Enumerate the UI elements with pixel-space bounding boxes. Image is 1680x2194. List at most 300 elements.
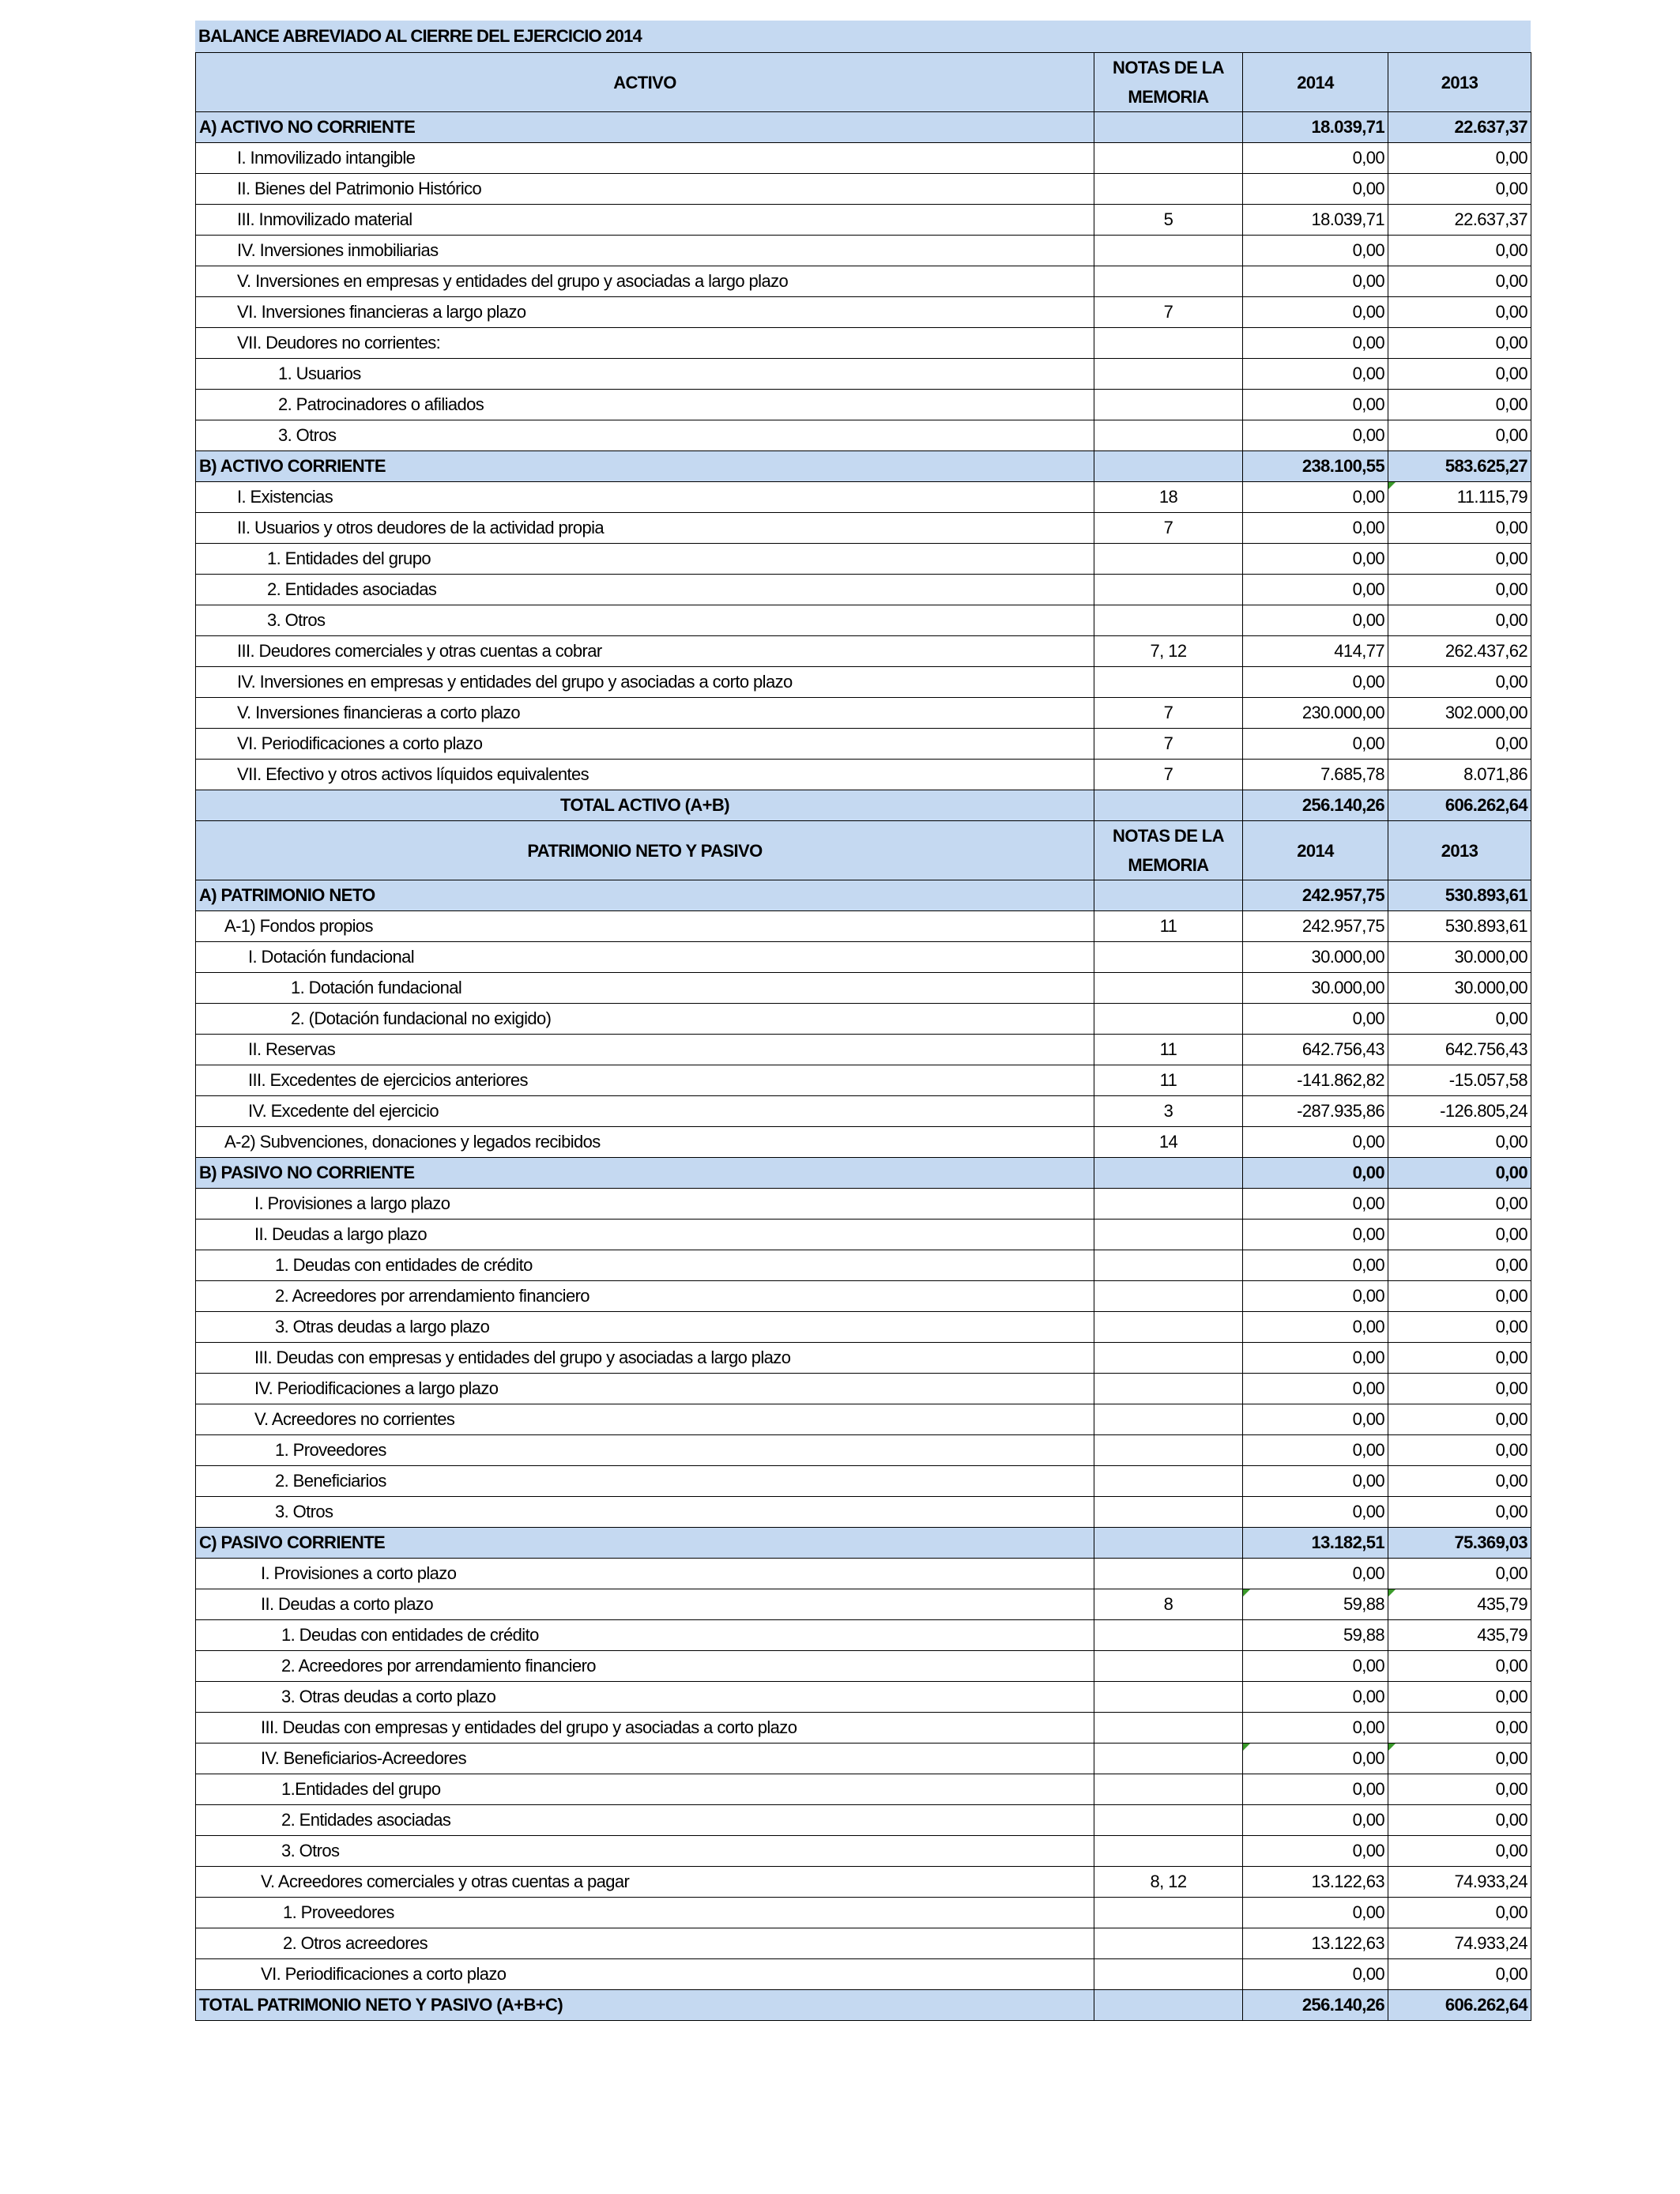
activo-row-label: III. Deudores comerciales y otras cuentas a cobrar	[196, 636, 1094, 667]
pasivo-row-value-2014: -141.862,82	[1243, 1065, 1388, 1096]
pasivo-row-label: 3. Otras deudas a largo plazo	[196, 1312, 1094, 1343]
pasivo-row-value-2013: 0,00	[1388, 1127, 1531, 1158]
pasivo-row-note	[1094, 1744, 1243, 1774]
activo-row-note	[1094, 359, 1243, 390]
activo-row-label: VI. Periodificaciones a corto plazo	[196, 729, 1094, 760]
pasivo-row-value-2013: 0,00	[1388, 1466, 1531, 1497]
pasivo-row-label: I. Provisiones a corto plazo	[196, 1559, 1094, 1589]
pasivo-row-note	[1094, 1435, 1243, 1466]
pasivo-row-value-2014: 0,00	[1243, 1559, 1388, 1589]
pasivo-row-note	[1094, 1374, 1243, 1404]
pasivo-row	[196, 1805, 1531, 1836]
activo-row-value-2013: 22.637,37	[1388, 205, 1531, 236]
pasivo-row-value-2014: 0,00	[1243, 1435, 1388, 1466]
pasivo-row-label: 3. Otras deudas a corto plazo	[196, 1682, 1094, 1713]
pasivo-row-value-2013: 0,00	[1388, 1312, 1531, 1343]
pasivo-row-label: I. Dotación fundacional	[196, 942, 1094, 973]
activo-row-value-2014: 238.100,55	[1243, 451, 1388, 482]
pasivo-row-value-2014: 13.182,51	[1243, 1528, 1388, 1559]
pasivo-row-value-2014: 0,00	[1243, 1744, 1388, 1774]
pasivo-row	[196, 1466, 1531, 1497]
pasivo-row	[196, 1250, 1531, 1281]
activo-row-value-2014: 18.039,71	[1243, 112, 1388, 143]
activo-row	[196, 112, 1531, 143]
activo-row	[196, 297, 1531, 328]
activo-row-label: III. Inmovilizado material	[196, 205, 1094, 236]
activo-row	[196, 544, 1531, 575]
pasivo-row-value-2013: 530.893,61	[1388, 880, 1531, 911]
activo-row-value-2013: 262.437,62	[1388, 636, 1531, 667]
pasivo-row-value-2014: 256.140,26	[1243, 1990, 1388, 2021]
pasivo-row-note	[1094, 1620, 1243, 1651]
pasivo-row-label: IV. Periodificaciones a largo plazo	[196, 1374, 1094, 1404]
pasivo-row-value-2014: 0,00	[1243, 1158, 1388, 1189]
activo-row-value-2014: 0,00	[1243, 513, 1388, 544]
pasivo-row-value-2014: 0,00	[1243, 1651, 1388, 1682]
pasivo-row-value-2014: 0,00	[1243, 1189, 1388, 1220]
pasivo-row-value-2013: 0,00	[1388, 1281, 1531, 1312]
activo-row-note: 7, 12	[1094, 636, 1243, 667]
activo-row-value-2014: 0,00	[1243, 544, 1388, 575]
activo-row-label: VI. Inversiones financieras a largo plazo	[196, 297, 1094, 328]
pasivo-row-value-2014: 0,00	[1243, 1497, 1388, 1528]
activo-row-value-2013: 0,00	[1388, 605, 1531, 636]
pasivo-row-note: 3	[1094, 1096, 1243, 1127]
activo-row-value-2013: 0,00	[1388, 174, 1531, 205]
pasivo-row-label: 2. Acreedores por arrendamiento financiero	[196, 1651, 1094, 1682]
activo-row-label: V. Inversiones financieras a corto plazo	[196, 698, 1094, 729]
activo-row-value-2014: 0,00	[1243, 297, 1388, 328]
pasivo-row-note: 11	[1094, 1035, 1243, 1065]
pasivo-row-value-2013: -15.057,58	[1388, 1065, 1531, 1096]
activo-row-label: IV. Inversiones inmobiliarias	[196, 236, 1094, 266]
pasivo-row-value-2014: 13.122,63	[1243, 1928, 1388, 1959]
pasivo-row-label: A-1) Fondos propios	[196, 911, 1094, 942]
pasivo-row-value-2013: 435,79	[1388, 1589, 1531, 1620]
activo-row	[196, 729, 1531, 760]
activo-row-value-2013: 22.637,37	[1388, 112, 1531, 143]
pasivo-row-note	[1094, 1713, 1243, 1744]
activo-header-row	[196, 53, 1531, 112]
activo-row-label: A) ACTIVO NO CORRIENTE	[196, 112, 1094, 143]
pasivo-row-value-2014: 0,00	[1243, 1774, 1388, 1805]
activo-row-note	[1094, 143, 1243, 174]
pasivo-row-value-2013: 0,00	[1388, 1250, 1531, 1281]
pasivo-row-value-2013: 74.933,24	[1388, 1867, 1531, 1898]
pasivo-row-label: A) PATRIMONIO NETO	[196, 880, 1094, 911]
pasivo-row-value-2013: 0,00	[1388, 1158, 1531, 1189]
pasivo-row-note: 14	[1094, 1127, 1243, 1158]
pasivo-row-label: 3. Otros	[196, 1836, 1094, 1867]
pasivo-row-note	[1094, 1559, 1243, 1589]
pasivo-row-value-2013: 30.000,00	[1388, 973, 1531, 1004]
activo-row-value-2014: 0,00	[1243, 236, 1388, 266]
pasivo-header-label: PATRIMONIO NETO Y PASIVO	[196, 821, 1094, 880]
pasivo-header-2013: 2013	[1388, 821, 1531, 880]
activo-row-value-2014: 0,00	[1243, 390, 1388, 420]
pasivo-row-note	[1094, 1928, 1243, 1959]
activo-row-note: 7	[1094, 297, 1243, 328]
activo-row-value-2014: 256.140,26	[1243, 790, 1388, 821]
activo-row-note	[1094, 420, 1243, 451]
pasivo-row-note	[1094, 973, 1243, 1004]
pasivo-row-value-2014: 0,00	[1243, 1466, 1388, 1497]
activo-row-value-2013: 11.115,79	[1388, 482, 1531, 513]
activo-row-value-2013: 0,00	[1388, 359, 1531, 390]
pasivo-row-value-2014: 242.957,75	[1243, 911, 1388, 942]
activo-row-value-2013: 0,00	[1388, 544, 1531, 575]
activo-row-label: 1. Usuarios	[196, 359, 1094, 390]
pasivo-row-value-2013: 606.262,64	[1388, 1990, 1531, 2021]
pasivo-row-value-2013: 0,00	[1388, 1220, 1531, 1250]
activo-row-value-2014: 0,00	[1243, 328, 1388, 359]
pasivo-row-value-2014: 0,00	[1243, 1281, 1388, 1312]
pasivo-row-value-2014: 0,00	[1243, 1250, 1388, 1281]
pasivo-row	[196, 1312, 1531, 1343]
activo-row	[196, 605, 1531, 636]
activo-row-value-2014: 0,00	[1243, 667, 1388, 698]
activo-row-note	[1094, 575, 1243, 605]
pasivo-row-label: C) PASIVO CORRIENTE	[196, 1528, 1094, 1559]
balance-table	[195, 52, 1531, 2021]
pasivo-row-label: III. Deudas con empresas y entidades del grupo y asociadas a largo plazo	[196, 1343, 1094, 1374]
activo-row	[196, 667, 1531, 698]
pasivo-row-note	[1094, 942, 1243, 973]
pasivo-row-value-2014: 0,00	[1243, 1836, 1388, 1867]
activo-header-notas: NOTAS DE LA MEMORIA	[1094, 53, 1243, 112]
pasivo-row-value-2013: 530.893,61	[1388, 911, 1531, 942]
pasivo-row-value-2013: 0,00	[1388, 1189, 1531, 1220]
pasivo-row-value-2014: 0,00	[1243, 1404, 1388, 1435]
pasivo-row-label: II. Reservas	[196, 1035, 1094, 1065]
pasivo-row-label: 1. Deudas con entidades de crédito	[196, 1620, 1094, 1651]
pasivo-row-value-2013: 0,00	[1388, 1744, 1531, 1774]
pasivo-row-value-2014: 642.756,43	[1243, 1035, 1388, 1065]
activo-row-note: 5	[1094, 205, 1243, 236]
pasivo-row-note	[1094, 1497, 1243, 1528]
pasivo-row-label: III. Deudas con empresas y entidades del grupo y asociadas a corto plazo	[196, 1713, 1094, 1744]
pasivo-row-label: V. Acreedores comerciales y otras cuentas a pagar	[196, 1867, 1094, 1898]
activo-row-note	[1094, 790, 1243, 821]
activo-row-label: 3. Otros	[196, 420, 1094, 451]
pasivo-row	[196, 1867, 1531, 1898]
pasivo-row-label: 1. Proveedores	[196, 1435, 1094, 1466]
pasivo-row-label: III. Excedentes de ejercicios anteriores	[196, 1065, 1094, 1096]
pasivo-row	[196, 1559, 1531, 1589]
pasivo-row	[196, 1158, 1531, 1189]
activo-row-note	[1094, 605, 1243, 636]
activo-row-value-2013: 0,00	[1388, 667, 1531, 698]
document-title: BALANCE ABREVIADO AL CIERRE DEL EJERCICIO 2014	[195, 21, 1531, 52]
pasivo-row	[196, 1189, 1531, 1220]
pasivo-row-value-2013: 642.756,43	[1388, 1035, 1531, 1065]
pasivo-row	[196, 942, 1531, 973]
pasivo-row-value-2013: 0,00	[1388, 1404, 1531, 1435]
activo-row-note	[1094, 544, 1243, 575]
activo-row-value-2013: 0,00	[1388, 729, 1531, 760]
pasivo-header-2014: 2014	[1243, 821, 1388, 880]
pasivo-row-value-2013: 0,00	[1388, 1774, 1531, 1805]
activo-row	[196, 420, 1531, 451]
pasivo-row-value-2014: 30.000,00	[1243, 942, 1388, 973]
activo-row-value-2013: 606.262,64	[1388, 790, 1531, 821]
activo-row-label: I. Inmovilizado intangible	[196, 143, 1094, 174]
pasivo-row	[196, 1497, 1531, 1528]
pasivo-row-label: 2. Acreedores por arrendamiento financiero	[196, 1281, 1094, 1312]
activo-row-value-2013: 0,00	[1388, 390, 1531, 420]
pasivo-row	[196, 1281, 1531, 1312]
activo-row-note	[1094, 236, 1243, 266]
pasivo-row	[196, 1620, 1531, 1651]
pasivo-row-value-2014: 0,00	[1243, 1898, 1388, 1928]
pasivo-row	[196, 1528, 1531, 1559]
pasivo-row-value-2013: 0,00	[1388, 1497, 1531, 1528]
pasivo-row-note	[1094, 1158, 1243, 1189]
activo-row-value-2014: 7.685,78	[1243, 760, 1388, 790]
pasivo-row-note	[1094, 1774, 1243, 1805]
activo-row	[196, 390, 1531, 420]
pasivo-row-label: 1. Dotación fundacional	[196, 973, 1094, 1004]
pasivo-row	[196, 1220, 1531, 1250]
pasivo-row-note: 8	[1094, 1589, 1243, 1620]
activo-row	[196, 513, 1531, 544]
activo-row	[196, 760, 1531, 790]
pasivo-row	[196, 1404, 1531, 1435]
activo-row	[196, 174, 1531, 205]
activo-row-value-2014: 0,00	[1243, 605, 1388, 636]
activo-row	[196, 790, 1531, 821]
activo-row-value-2013: 0,00	[1388, 420, 1531, 451]
activo-row-value-2014: 0,00	[1243, 729, 1388, 760]
activo-row-value-2014: 230.000,00	[1243, 698, 1388, 729]
pasivo-row-label: 2. Otros acreedores	[196, 1928, 1094, 1959]
activo-row	[196, 236, 1531, 266]
pasivo-row-note	[1094, 1004, 1243, 1035]
pasivo-row-label: 3. Otros	[196, 1497, 1094, 1528]
activo-header-2013: 2013	[1388, 53, 1531, 112]
pasivo-row-note	[1094, 1528, 1243, 1559]
pasivo-row-value-2013: 0,00	[1388, 1959, 1531, 1990]
pasivo-row-label: 1. Deudas con entidades de crédito	[196, 1250, 1094, 1281]
pasivo-row-note	[1094, 1189, 1243, 1220]
pasivo-row-note	[1094, 1312, 1243, 1343]
pasivo-row-label: V. Acreedores no corrientes	[196, 1404, 1094, 1435]
pasivo-row-value-2013: 0,00	[1388, 1374, 1531, 1404]
activo-row-label: 3. Otros	[196, 605, 1094, 636]
activo-row-value-2013: 0,00	[1388, 236, 1531, 266]
pasivo-row-label: 1. Proveedores	[196, 1898, 1094, 1928]
pasivo-row-value-2014: 0,00	[1243, 1220, 1388, 1250]
pasivo-row-value-2014: 59,88	[1243, 1589, 1388, 1620]
activo-row-value-2013: 0,00	[1388, 575, 1531, 605]
pasivo-row-note	[1094, 1651, 1243, 1682]
pasivo-row	[196, 1959, 1531, 1990]
pasivo-row-value-2013: 0,00	[1388, 1805, 1531, 1836]
activo-row-note	[1094, 328, 1243, 359]
pasivo-row-note	[1094, 1805, 1243, 1836]
pasivo-row-label: 2. Entidades asociadas	[196, 1805, 1094, 1836]
activo-row-value-2013: 0,00	[1388, 328, 1531, 359]
pasivo-row	[196, 1836, 1531, 1867]
activo-row-label: 1. Entidades del grupo	[196, 544, 1094, 575]
activo-row-note: 7	[1094, 760, 1243, 790]
pasivo-row	[196, 1651, 1531, 1682]
pasivo-row	[196, 1928, 1531, 1959]
pasivo-row-label: VI. Periodificaciones a corto plazo	[196, 1959, 1094, 1990]
activo-row-value-2013: 583.625,27	[1388, 451, 1531, 482]
pasivo-row-note	[1094, 1404, 1243, 1435]
pasivo-row-value-2013: 0,00	[1388, 1713, 1531, 1744]
activo-row	[196, 143, 1531, 174]
pasivo-row-label: TOTAL PATRIMONIO NETO Y PASIVO (A+B+C)	[196, 1990, 1094, 2021]
pasivo-row-value-2014: 59,88	[1243, 1620, 1388, 1651]
pasivo-row	[196, 1682, 1531, 1713]
pasivo-row	[196, 1374, 1531, 1404]
activo-row-value-2013: 302.000,00	[1388, 698, 1531, 729]
pasivo-row-value-2014: 0,00	[1243, 1127, 1388, 1158]
pasivo-row-value-2014: 30.000,00	[1243, 973, 1388, 1004]
activo-row-note	[1094, 174, 1243, 205]
pasivo-row-note	[1094, 1220, 1243, 1250]
pasivo-row	[196, 1744, 1531, 1774]
pasivo-row-value-2014: 13.122,63	[1243, 1867, 1388, 1898]
pasivo-row-note	[1094, 1281, 1243, 1312]
activo-row-value-2014: 0,00	[1243, 266, 1388, 297]
pasivo-row-value-2013: 0,00	[1388, 1836, 1531, 1867]
activo-row-note	[1094, 667, 1243, 698]
pasivo-row-note	[1094, 1836, 1243, 1867]
pasivo-row-value-2014: -287.935,86	[1243, 1096, 1388, 1127]
pasivo-row-label: B) PASIVO NO CORRIENTE	[196, 1158, 1094, 1189]
pasivo-row-value-2013: 0,00	[1388, 1682, 1531, 1713]
pasivo-row	[196, 1990, 1531, 2021]
activo-row	[196, 636, 1531, 667]
activo-row-label: I. Existencias	[196, 482, 1094, 513]
pasivo-row-value-2014: 0,00	[1243, 1312, 1388, 1343]
pasivo-row-value-2014: 0,00	[1243, 1713, 1388, 1744]
activo-row-value-2014: 0,00	[1243, 174, 1388, 205]
pasivo-row	[196, 1127, 1531, 1158]
activo-row	[196, 266, 1531, 297]
pasivo-row	[196, 1343, 1531, 1374]
activo-row	[196, 575, 1531, 605]
activo-row-label: TOTAL ACTIVO (A+B)	[196, 790, 1094, 821]
pasivo-row	[196, 1065, 1531, 1096]
pasivo-row-value-2014: 0,00	[1243, 1004, 1388, 1035]
pasivo-row-value-2014: 0,00	[1243, 1374, 1388, 1404]
activo-row-value-2013: 0,00	[1388, 266, 1531, 297]
pasivo-row-note	[1094, 1250, 1243, 1281]
activo-row-value-2014: 18.039,71	[1243, 205, 1388, 236]
pasivo-row-note: 11	[1094, 911, 1243, 942]
activo-row-note	[1094, 390, 1243, 420]
pasivo-row	[196, 1898, 1531, 1928]
activo-row-note: 7	[1094, 698, 1243, 729]
activo-row-note	[1094, 112, 1243, 143]
activo-row-value-2014: 0,00	[1243, 359, 1388, 390]
pasivo-row	[196, 880, 1531, 911]
pasivo-row-value-2013: 0,00	[1388, 1343, 1531, 1374]
pasivo-row-note	[1094, 1898, 1243, 1928]
pasivo-row-note: 8, 12	[1094, 1867, 1243, 1898]
pasivo-row-value-2013: 0,00	[1388, 1898, 1531, 1928]
activo-row-label: II. Usuarios y otros deudores de la actividad propia	[196, 513, 1094, 544]
pasivo-row-value-2014: 0,00	[1243, 1343, 1388, 1374]
pasivo-row-note	[1094, 1959, 1243, 1990]
pasivo-row-value-2013: 435,79	[1388, 1620, 1531, 1651]
activo-row-value-2014: 0,00	[1243, 420, 1388, 451]
pasivo-row	[196, 1713, 1531, 1744]
activo-row	[196, 359, 1531, 390]
pasivo-row-value-2014: 0,00	[1243, 1682, 1388, 1713]
pasivo-row-value-2014: 0,00	[1243, 1959, 1388, 1990]
activo-header-2014: 2014	[1243, 53, 1388, 112]
pasivo-row-value-2014: 242.957,75	[1243, 880, 1388, 911]
pasivo-row-value-2013: 30.000,00	[1388, 942, 1531, 973]
pasivo-row	[196, 1589, 1531, 1620]
activo-row-value-2013: 0,00	[1388, 513, 1531, 544]
pasivo-header-row	[196, 821, 1531, 880]
activo-row-label: VII. Deudores no corrientes:	[196, 328, 1094, 359]
pasivo-row-note	[1094, 1466, 1243, 1497]
pasivo-row-value-2013: 0,00	[1388, 1651, 1531, 1682]
pasivo-row-note	[1094, 1682, 1243, 1713]
pasivo-row-label: II. Deudas a corto plazo	[196, 1589, 1094, 1620]
pasivo-row-label: IV. Excedente del ejercicio	[196, 1096, 1094, 1127]
activo-row-label: II. Bienes del Patrimonio Histórico	[196, 174, 1094, 205]
pasivo-row-label: I. Provisiones a largo plazo	[196, 1189, 1094, 1220]
activo-row-label: IV. Inversiones en empresas y entidades del grupo y asociadas a corto plazo	[196, 667, 1094, 698]
pasivo-row-value-2013: 74.933,24	[1388, 1928, 1531, 1959]
pasivo-row	[196, 1035, 1531, 1065]
activo-row-value-2014: 414,77	[1243, 636, 1388, 667]
pasivo-row-label: A-2) Subvenciones, donaciones y legados recibidos	[196, 1127, 1094, 1158]
pasivo-row	[196, 1435, 1531, 1466]
activo-row-value-2014: 0,00	[1243, 575, 1388, 605]
pasivo-row-value-2013: 0,00	[1388, 1004, 1531, 1035]
pasivo-row-value-2014: 0,00	[1243, 1805, 1388, 1836]
pasivo-row-label: 2. (Dotación fundacional no exigido)	[196, 1004, 1094, 1035]
activo-row-label: 2. Entidades asociadas	[196, 575, 1094, 605]
pasivo-row	[196, 1774, 1531, 1805]
activo-row-note: 7	[1094, 729, 1243, 760]
activo-row-label: 2. Patrocinadores o afiliados	[196, 390, 1094, 420]
pasivo-row	[196, 911, 1531, 942]
pasivo-row-value-2013: -126.805,24	[1388, 1096, 1531, 1127]
pasivo-row-note	[1094, 880, 1243, 911]
pasivo-row-value-2013: 0,00	[1388, 1435, 1531, 1466]
activo-row	[196, 205, 1531, 236]
pasivo-row	[196, 1004, 1531, 1035]
activo-row-label: B) ACTIVO CORRIENTE	[196, 451, 1094, 482]
activo-row	[196, 482, 1531, 513]
pasivo-header-notas: NOTAS DE LA MEMORIA	[1094, 821, 1243, 880]
activo-row-label: VII. Efectivo y otros activos líquidos equivalentes	[196, 760, 1094, 790]
activo-row-note: 18	[1094, 482, 1243, 513]
activo-row-label: V. Inversiones en empresas y entidades del grupo y asociadas a largo plazo	[196, 266, 1094, 297]
activo-row-note	[1094, 266, 1243, 297]
pasivo-row-note	[1094, 1990, 1243, 2021]
activo-row	[196, 698, 1531, 729]
pasivo-row	[196, 1096, 1531, 1127]
pasivo-row-note	[1094, 1343, 1243, 1374]
activo-row-note: 7	[1094, 513, 1243, 544]
activo-row	[196, 328, 1531, 359]
activo-row-value-2013: 0,00	[1388, 297, 1531, 328]
activo-row-note	[1094, 451, 1243, 482]
activo-row-value-2014: 0,00	[1243, 482, 1388, 513]
activo-row-value-2013: 0,00	[1388, 143, 1531, 174]
